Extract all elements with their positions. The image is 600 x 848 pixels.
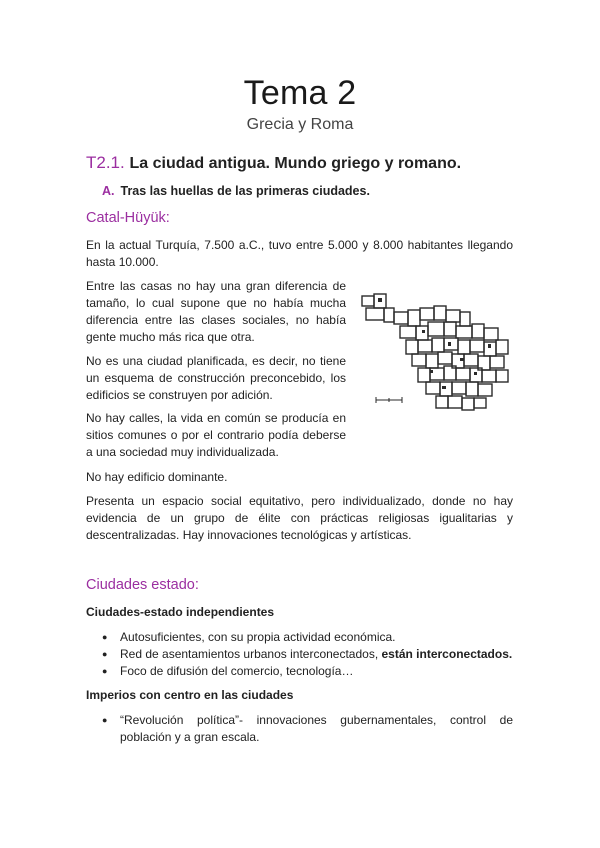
imperios-heading: Imperios con centro en las ciudades	[86, 688, 294, 702]
ciudades-estado-heading: Ciudades estado:	[86, 577, 199, 593]
ciudades-independientes-heading: Ciudades-estado independientes	[86, 605, 275, 619]
catal-paragraph-4: No hay calles, la vida en común se producía en sitios comunes o por el contrario podía deberse a una sociedad muy individualizada.	[86, 411, 346, 459]
catal-heading: Catal-Hüyük:	[86, 210, 170, 226]
subsection-label: A.	[102, 184, 115, 198]
section-heading	[86, 153, 461, 173]
page-subtitle: Grecia y Roma	[246, 116, 354, 133]
catal-paragraph-2: Entre las casas no hay una gran diferencia de tamaño, lo cual supone que no había mucha diferencia entre las clases sociales, no había gente mucho más rica que otra.	[86, 279, 346, 344]
catal-paragraph-3: No es una ciudad planificada, es decir, no tiene un esquema de construcción preconcebido, los edificios se construyen por adición.	[86, 354, 346, 402]
section-title: La ciudad antigua. Mundo griego y romano.	[129, 155, 462, 172]
page-title: Tema 2	[243, 74, 357, 112]
list-item: ● Autosuficientes, con su propia actividad económica.	[102, 629, 513, 646]
ciudades-independientes-list	[102, 629, 513, 680]
catal-paragraph-6: Presenta un espacio social equitativo, pero individualizado, donde no hay evidencia de un grupo de élite con prácticas religiosas igualitarias y descentralizadas. Hay innovaciones tecnológicas y artísticas.	[86, 494, 513, 542]
section-number: T2.1.	[86, 153, 125, 172]
list-item: ● Foco de difusión del comercio, tecnología…	[102, 663, 513, 680]
list-item-bold: están interconectados.	[381, 647, 513, 661]
catal-huyuk-plan-image	[356, 282, 516, 422]
imperios-list	[102, 712, 513, 746]
list-item: ● Red de asentamientos urbanos interconectados, están interconectados.	[102, 646, 513, 663]
subsection-heading	[102, 184, 370, 198]
list-item: ● “Revolución política”- innovaciones gubernamentales, control de población y a gran escala.	[102, 712, 513, 746]
catal-paragraph-1: En la actual Turquía, 7.500 a.C., tuvo entre 5.000 y 8.000 habitantes llegando hasta 10.000.	[86, 238, 513, 269]
catal-paragraph-5: No hay edificio dominante.	[86, 470, 228, 484]
subsection-title: Tras las huellas de las primeras ciudades.	[120, 184, 370, 198]
